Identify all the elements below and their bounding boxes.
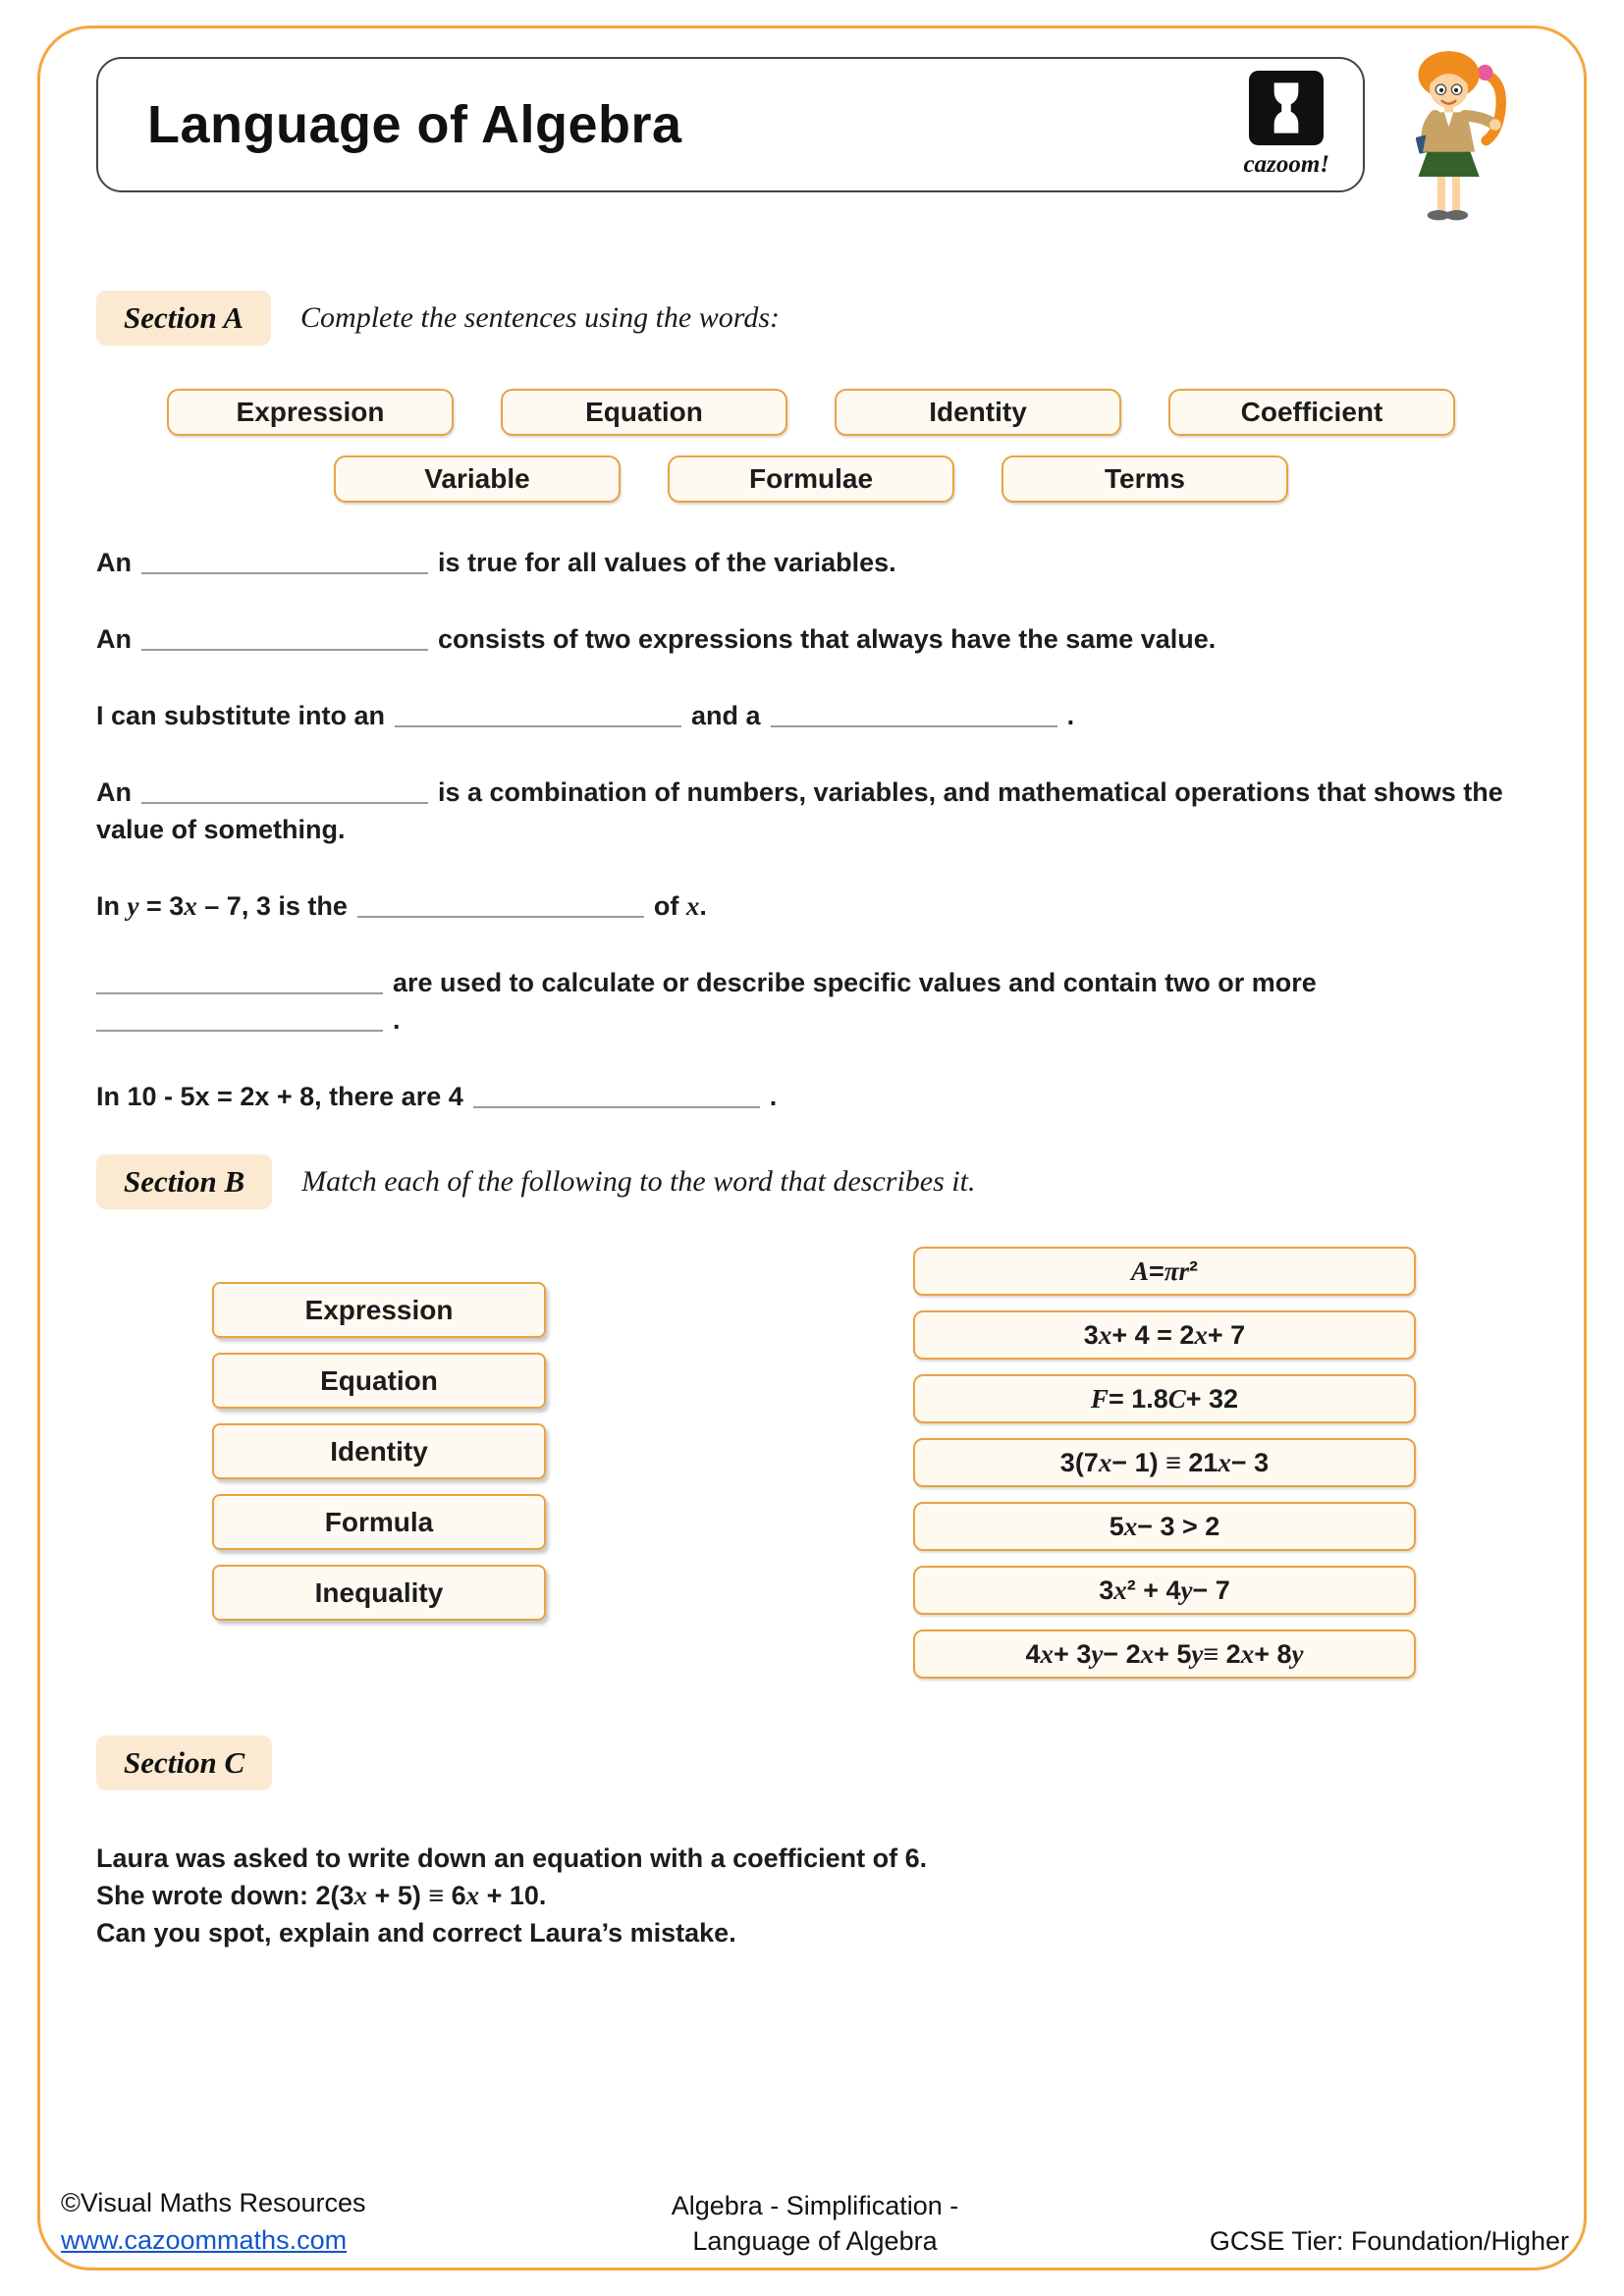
website-link[interactable]: www.cazoommaths.com (61, 2225, 348, 2255)
section-c-line-2-math: 2(3x + 5) ≡ 6x + 10 (315, 1881, 539, 1910)
answer-blank (473, 1093, 760, 1108)
term-box-inequality: Inequality (212, 1565, 546, 1621)
expression-box-5: 5 x − 3 > 2 (913, 1502, 1416, 1551)
section-c-text (96, 1840, 1526, 1951)
word-chip-expression: Expression (167, 389, 454, 436)
footer-topic-line-1: Algebra - Simplification - (671, 2191, 959, 2220)
sentence-1 (96, 544, 1526, 581)
sentence-7-pre: In 10 - 5x = 2x + 8, there are 4 (96, 1082, 463, 1111)
sentence-5-c: of (653, 891, 686, 921)
sentence-3-pre: I can substitute into an (96, 701, 386, 730)
gcse-tier-text: GCSE Tier: Foundation/Higher (1209, 2226, 1569, 2256)
word-bank-row-2 (334, 455, 1288, 503)
sentence-2 (96, 620, 1526, 658)
section-a-label: Section A (96, 291, 271, 346)
answer-blank (771, 712, 1057, 727)
sentence-5-end: . (699, 891, 707, 921)
answer-blank (96, 1016, 383, 1032)
copyright-text: ©Visual Maths Resources (61, 2188, 366, 2217)
cazoom-logo-text: cazoom! (1243, 151, 1329, 178)
section-c-header (96, 1735, 1526, 1790)
sentence-5-math-2: x (685, 891, 700, 921)
word-chip-identity: Identity (835, 389, 1121, 436)
footer-topic-line-2: Language of Algebra (692, 2226, 938, 2256)
footer-tier-block (1083, 2223, 1569, 2259)
sentence-7-end: . (769, 1082, 778, 1111)
expression-box-2: 3 x + 4 = 2 x + 7 (913, 1310, 1416, 1360)
word-bank (96, 389, 1526, 503)
footer-topic-block (547, 2188, 1082, 2259)
header (96, 57, 1526, 236)
section-b-header (96, 1154, 1526, 1209)
sentence-6-end: . (393, 1005, 401, 1035)
title-box (96, 57, 1365, 192)
answer-blank (395, 712, 681, 727)
section-c-line-3: Can you spot, explain and correct Laura’s mistake. (96, 1918, 736, 1948)
sentence-5-math: y = 3x – 7 (127, 891, 242, 921)
sentence-5-a: In (96, 891, 128, 921)
sentence-3-mid: and a (691, 701, 761, 730)
answer-blank (141, 559, 428, 574)
sentence-7 (96, 1078, 1526, 1115)
sentence-1-pre: An (96, 548, 132, 577)
section-c-line-2 (96, 1877, 1526, 1914)
section-a-instruction: Complete the sentences using the words: (300, 301, 780, 334)
section-a-header (96, 291, 1526, 346)
sentence-5 (96, 887, 1526, 925)
section-b-instruction: Match each of the following to the word that describes it. (301, 1165, 976, 1198)
word-bank-row-1 (167, 389, 1455, 436)
answer-blank (96, 979, 383, 994)
matching-exercise (96, 1247, 1526, 1679)
section-c-line-1: Laura was asked to write down an equation with a coefficient of 6. (96, 1843, 928, 1873)
term-box-equation: Equation (212, 1353, 546, 1409)
sentence-2-post: consists of two expressions that always have the same value. (438, 624, 1217, 654)
word-chip-coefficient: Coefficient (1168, 389, 1455, 436)
section-c-line-2-pre: She wrote down: (96, 1881, 316, 1910)
term-box-formula: Formula (212, 1494, 546, 1550)
expression-box-4: 3(7 x − 1) ≡ 21 x − 3 (913, 1438, 1416, 1487)
term-box-identity: Identity (212, 1423, 546, 1479)
answer-blank (141, 635, 428, 651)
term-box-expression: Expression (212, 1282, 546, 1338)
sentence-4 (96, 774, 1526, 848)
footer (61, 2184, 1569, 2259)
sentence-1-post: is true for all values of the variables. (438, 548, 896, 577)
sentence-5-b: , 3 is the (241, 891, 348, 921)
sentence-4-post: is a combination of numbers, variables, and mathematical operations that shows the value of something. (96, 777, 1503, 844)
cazoom-logo-icon (1249, 71, 1324, 150)
section-c-label: Section C (96, 1735, 272, 1790)
section-a-sentences (96, 544, 1526, 1115)
sentence-6-post: are used to calculate or describe specific values and contain two or more (393, 968, 1317, 997)
mascot-illustration (1365, 43, 1526, 236)
word-chip-formulae: Formulae (668, 455, 954, 503)
word-chip-equation: Equation (501, 389, 787, 436)
word-chip-variable: Variable (334, 455, 621, 503)
section-c-line-2-end: . (538, 1881, 547, 1910)
expression-column (913, 1247, 1416, 1679)
expression-box-7: 4 x + 3 y − 2 x + 5 y ≡ 2 x + 8 y (913, 1629, 1416, 1679)
sentence-3-end: . (1066, 701, 1075, 730)
answer-blank (357, 902, 644, 918)
sentence-6 (96, 964, 1526, 1039)
answer-blank (141, 788, 428, 804)
cazoom-logo (1244, 71, 1330, 179)
sentence-3 (96, 697, 1526, 734)
sentence-4-pre: An (96, 777, 132, 807)
word-chip-terms: Terms (1001, 455, 1288, 503)
page-title: Language of Algebra (147, 95, 682, 154)
section-b-label: Section B (96, 1154, 272, 1209)
expression-box-3: F = 1.8 C + 32 (913, 1374, 1416, 1423)
sentence-2-pre: An (96, 624, 132, 654)
expression-box-1: A = π r ² (913, 1247, 1416, 1296)
term-column (212, 1247, 546, 1679)
footer-credit-block (61, 2184, 547, 2259)
expression-box-6: 3 x ² + 4 y − 7 (913, 1566, 1416, 1615)
